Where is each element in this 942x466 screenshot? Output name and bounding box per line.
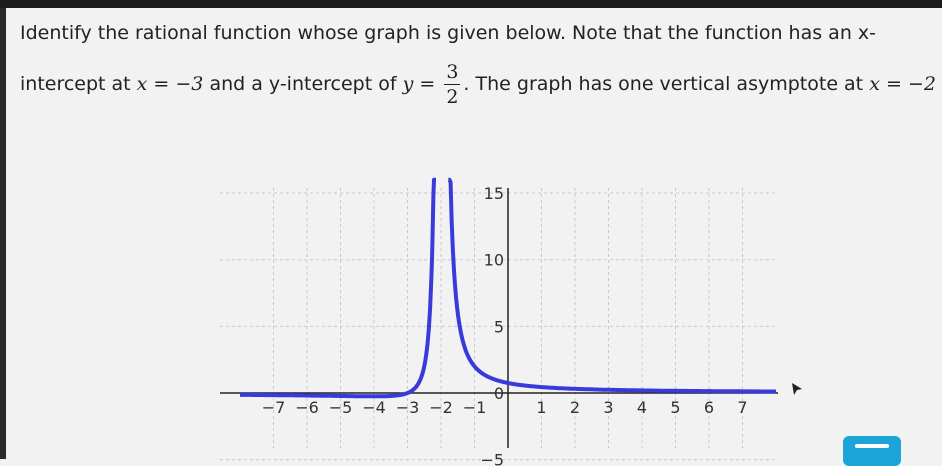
mouse-cursor-icon — [792, 383, 802, 395]
x-intercept-expression: x = −3 — [136, 73, 204, 95]
y-intercept-lhs: y = — [402, 73, 436, 95]
x-tick-label: −6 — [295, 398, 319, 417]
question-text-part: and a y-intercept of — [203, 73, 403, 95]
y-tick-label: 10 — [483, 250, 504, 270]
asymptote-expression: x = −2 — [869, 73, 936, 95]
y-tick-label: 15 — [483, 184, 504, 204]
question-line-1: Identify the rational function whose graph is given below. Note that the function has an x- — [20, 22, 877, 44]
x-tick-label: 7 — [737, 398, 748, 417]
tick-labels — [262, 184, 748, 466]
x-tick-label: −4 — [362, 398, 386, 417]
x-tick-label: −3 — [395, 398, 420, 417]
fraction-numerator: 3 — [446, 61, 459, 83]
x-tick-label: −7 — [261, 398, 286, 417]
curve-left-branch — [240, 180, 436, 397]
y-tick-label: 0 — [493, 384, 504, 403]
y-tick-label: 5 — [493, 317, 504, 337]
button-bar — [855, 444, 889, 448]
x-tick-label: −1 — [462, 398, 487, 417]
x-tick-label: −5 — [328, 398, 353, 417]
x-tick-label: 1 — [536, 398, 547, 417]
curve-right-branch — [448, 180, 776, 392]
y-tick-label: −5 — [480, 450, 504, 466]
x-tick-label: 6 — [703, 398, 715, 417]
x-tick-label: 5 — [670, 398, 681, 417]
x-tick-label: −2 — [429, 398, 453, 417]
fraction-denominator: 2 — [446, 86, 459, 108]
x-tick-label: 3 — [603, 398, 614, 417]
x-tick-label: 2 — [569, 398, 581, 417]
question-text-part: intercept at — [20, 73, 137, 95]
submit-button[interactable] — [843, 436, 901, 466]
question-text-part: . The graph has one vertical asymptote at — [463, 73, 870, 95]
x-tick-label: 4 — [636, 398, 648, 417]
